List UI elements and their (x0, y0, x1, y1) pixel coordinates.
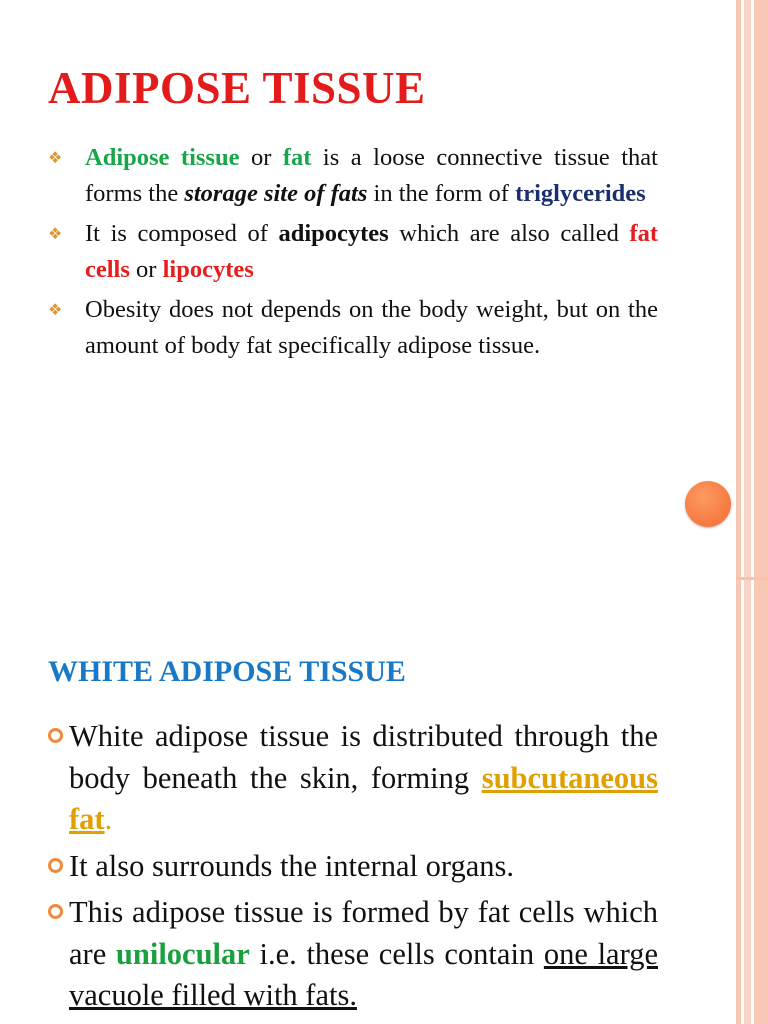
text-segment: White adipose tissue is distributed through the body beneath the skin, forming (69, 719, 658, 795)
section-heading: WHITE ADIPOSE TISSUE (48, 655, 406, 688)
list-item (48, 716, 658, 841)
term-unilocular: unilocular (115, 936, 250, 971)
term-lipocytes: lipocytes (162, 255, 254, 283)
term-subcutaneous-fat: subcutaneous fat (69, 760, 658, 836)
text-segment: This adipose tissue is formed by fat cells which are (69, 895, 658, 971)
stripe-divider (736, 577, 768, 580)
list-item (48, 216, 658, 287)
diamond-bullet-icon: ❖ (48, 148, 63, 167)
term-fat-cells: fat cells (85, 220, 659, 283)
intro-bullet-list (48, 140, 658, 368)
term-triglycerides: triglycerides (515, 179, 646, 207)
diamond-bullet-icon: ❖ (48, 300, 63, 319)
text-segment: is a loose connective tissue that forms the (85, 144, 658, 207)
term-adipocytes: adipocytes (278, 220, 389, 247)
ring-bullet-icon (48, 904, 63, 919)
side-stripe-3 (744, 0, 751, 1024)
text-segment: or (239, 144, 283, 171)
list-item (48, 846, 658, 888)
text-segment: . (104, 802, 113, 836)
ring-bullet-icon (48, 728, 63, 743)
text-segment: Obesity does not depends on the body weight, but on the amount of body fat specifically adipose tissue. (85, 296, 658, 359)
emphasis-storage-site: storage site of fats (184, 179, 368, 207)
text-segment: It is composed of (85, 220, 279, 247)
term-adipose-tissue: Adipose tissue (85, 144, 240, 171)
side-stripe-5 (754, 0, 768, 1024)
term-fat: fat (282, 144, 312, 171)
ring-bullet-icon (48, 858, 63, 873)
text-segment: i.e. these cells contain (249, 936, 544, 971)
text-segment: or (129, 255, 163, 283)
white-adipose-bullet-list (48, 716, 658, 1022)
list-item (48, 892, 658, 1017)
text-segment: It also surrounds the internal organs. (69, 848, 514, 883)
list-item (48, 292, 658, 363)
orange-circle-icon (685, 481, 731, 527)
list-item (48, 140, 658, 211)
slide-title: ADIPOSE TISSUE (48, 63, 426, 113)
text-segment: in the form of (367, 179, 516, 207)
diamond-bullet-icon: ❖ (48, 224, 63, 243)
underlined-vacuole-phrase: one large vacuole filled with fats. (69, 936, 658, 1012)
text-segment: which are also called (388, 220, 630, 247)
